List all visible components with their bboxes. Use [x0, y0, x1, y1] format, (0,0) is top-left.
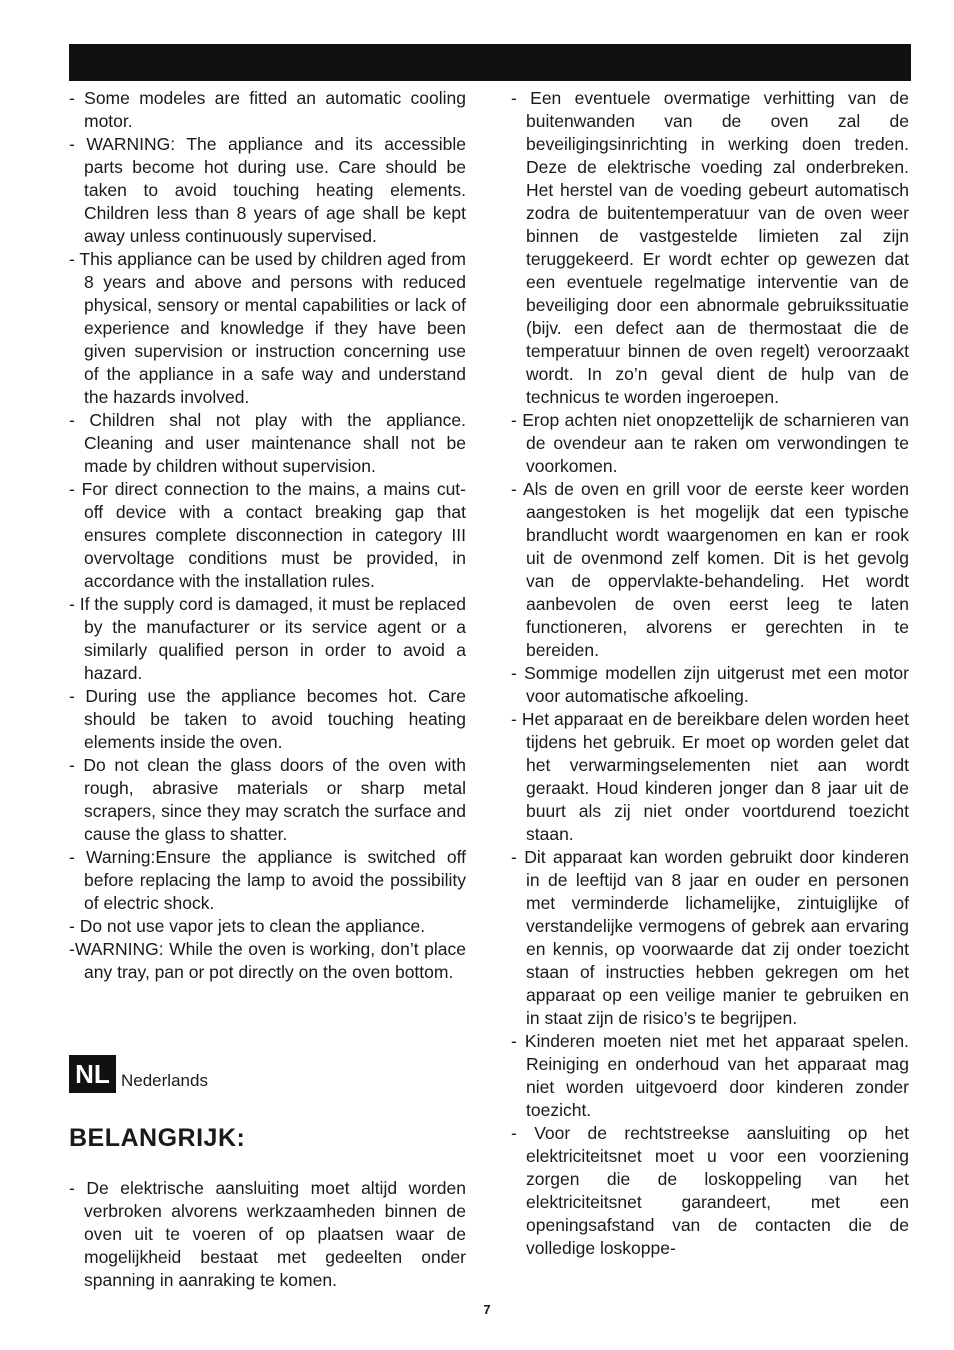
language-name: Nederlands	[121, 1071, 208, 1090]
list-item: - Do not clean the glass doors of the oven with rough, abrasive materials or sharp metal scrapers, since they may scratch the surface and cause the glass to shatter.	[69, 755, 466, 844]
list-item: - De elektrische aansluiting moet altijd worden verbroken alvorens werkzaamheden binnen de oven uit te voeren of op plaatsen waar de mogelijkheid bestaat met gedeelten onder spanning in aanraking te komen.	[69, 1178, 466, 1290]
list-item: - Het apparaat en de bereikbare delen worden heet tijdens het gebruik. Er moet op worden gelet dat het verwarmingselementen niet aan wordt geraakt. Houd kinderen jonger dan 8 jaar uit de buurt als zij niet onder voortdurend toezicht staan.	[511, 709, 909, 844]
list-item: - Some modeles are fitted an automatic cooling motor.	[69, 88, 466, 131]
list-item: - During use the appliance becomes hot. Care should be taken to avoid touching heating elements inside the oven.	[69, 686, 466, 752]
section-title: BELANGRIJK:	[69, 1124, 246, 1152]
list-item: - If the supply cord is damaged, it must be replaced by the manufacturer or its service agent or a similarly qualified person in order to avoid a hazard.	[69, 594, 466, 683]
list-item: - For direct connection to the mains, a mains cut-off device with a contact breaking gap that ensures complete disconnection in category III overvoltage conditions must be provided, in accordance with the installation rules.	[69, 479, 466, 591]
header-bar	[69, 44, 911, 81]
list-item: - Een eventuele overmatige verhitting van de buitenwanden van de oven zal de beveiligingsinrichting in werking doen treden. Deze de elektrische voeding zal onderbreken. Het herstel van de voeding gebeurt automatisch zodra de buitentemperatuur van de oven weer binnen de vastgestelde limieten zal zijn teruggekeerd. Er wordt echter op gewezen dat een eventuele regelmatige interventie van de beveiliging door een abnormale gebruikssituatie (bijv. een defect aan de thermostaat die de temperatuur binnen de oven regelt) veroorzaakt wordt. In zo’n geval dient de hulp van de technicus te worden ingeroepen.	[511, 88, 909, 407]
list-item: - Als de oven en grill voor de eerste keer worden aangestoken is het mogelijk dat een typische brandlucht wordt waargenomen en kan er rook uit de ovenmond zelf komen. Dit is het gevolg van de oppervlakte-behandeling. Het wordt aanbevolen de oven eerst leeg te laten functioneren, alvorens er gerechten in te bereiden.	[511, 479, 909, 660]
list-item: - This appliance can be used by children aged from 8 years and above and persons with reduced physical, sensory or mental capabilities or lack of experience and knowledge if they have been given supervision or instruction concerning use of the appliance in a safe way and understand the hazards involved.	[69, 249, 466, 407]
list-item: - WARNING: The appliance and its accessible parts become hot during use. Care should be taken to avoid touching heating elements. Children less than 8 years of age shall be kept away unless continuously supervised.	[69, 134, 466, 246]
dutch-left-column	[69, 1177, 466, 1292]
list-item: -WARNING: While the oven is working, don’t place any tray, pan or pot directly on the oven bottom.	[69, 939, 466, 982]
list-item: - Children shal not play with the appliance. Cleaning and user maintenance shall not be made by children without supervision.	[69, 410, 466, 476]
warnings-list-dutch	[511, 87, 909, 1260]
list-item: - Voor de rechtstreekse aansluiting op het elektriciteitsnet moet u voor een voorziening zorgen die de loskoppeling van het elektriciteitsnet garandeert, met een openingsafstand van de contacten die de volledige loskoppe-	[511, 1123, 909, 1258]
language-badge	[69, 1055, 208, 1093]
list-item: - Erop achten niet onopzettelijk de scharnieren van de ovendeur aan te raken om verwondingen te voorkomen.	[511, 410, 909, 476]
list-item: - Dit apparaat kan worden gebruikt door kinderen in de leeftijd van 8 jaar en ouder en personen met verminderde lichamelijke, zintuiglijke of verstandelijke vermogens of gebrek aan ervaring en kennis, op voorwaarde dat zij onder toezicht staan of instructies hebben gekregen om het apparaat op een veilige manier te gebruiken en in staat zijn de risico’s te begrijpen.	[511, 847, 909, 1028]
warnings-list-english	[69, 87, 466, 984]
warnings-list-dutch-left	[69, 1177, 466, 1292]
list-item: - Kinderen moeten niet met het apparaat spelen. Reiniging en onderhoud van het apparaat mag niet worden uitgevoerd door kinderen zonder toezicht.	[511, 1031, 909, 1120]
list-item: - Warning:Ensure the appliance is switched off before replacing the lamp to avoid the possibility of electric shock.	[69, 847, 466, 913]
list-item: - Sommige modellen zijn uitgerust met een motor voor automatische afkoeling.	[511, 663, 909, 706]
right-column	[511, 87, 909, 1260]
list-item: - Do not use vapor jets to clean the appliance.	[69, 916, 426, 936]
page-number: 7	[483, 1302, 491, 1317]
left-column	[69, 87, 466, 984]
language-code: NL	[69, 1055, 116, 1093]
